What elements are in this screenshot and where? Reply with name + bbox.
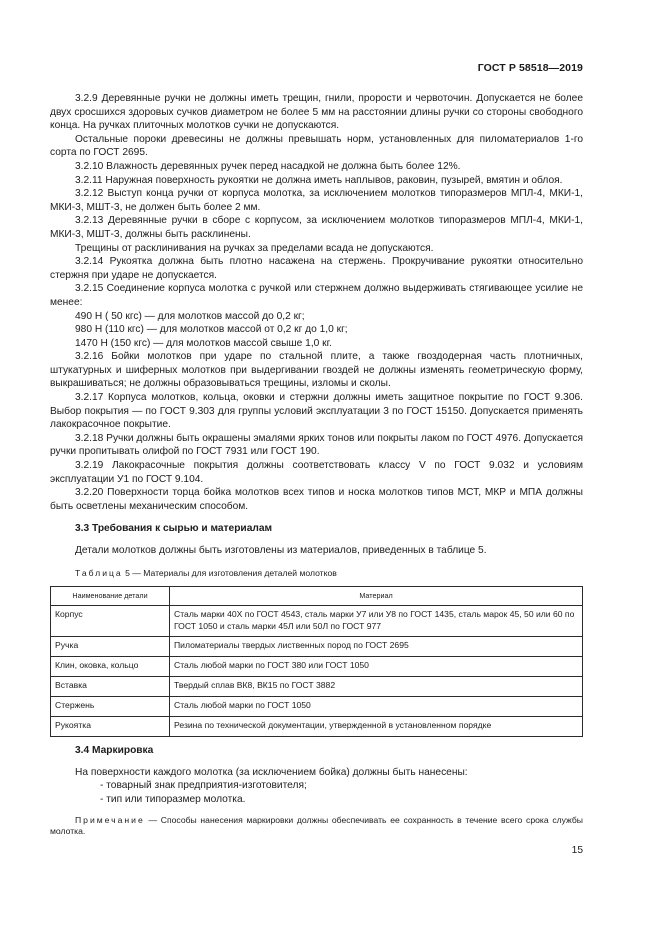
paragraph-3-2-10: 3.2.10 Влажность деревянных ручек перед насадкой не должна быть более 12%. [75, 160, 461, 172]
table-cell-material: Сталь марки 40Х по ГОСТ 4543, сталь марки У7 или У8 по ГОСТ 1435, сталь марок 45, 50 или 60 по ГОСТ 1050 и сталь марки 45Л или 50Л по ГОСТ 977 [170, 606, 583, 637]
paragraph-3-2-20: 3.2.20 Поверхности торца бойка молотков всех типов и носка молотков типов МСТ, МКР и МПА должны быть осветлены механическим способом. [50, 487, 583, 512]
section-3-3-intro: Детали молотков должны быть изготовлены из материалов, приведенных в таблице 5. [75, 545, 487, 556]
paragraph-3-2-18: 3.2.18 Ручки должны быть окрашены эмалями ярких тонов или покрыты лаком по ГОСТ 4976. Допускается ручки пропитывать олифой по ГОСТ 7931 или ГОСТ 190. [50, 432, 583, 458]
document-id: ГОСТ Р 58518—2019 [477, 62, 583, 74]
marking-list-item: - товарный знак предприятия-изготовителя; [100, 780, 307, 792]
document-body [50, 92, 583, 838]
note [50, 815, 583, 838]
paragraph-wood-defects: Остальные пороки древесины не должны превышать норм, установленных для пиломатериалов 1-го сорта по ГОСТ 2695. [50, 133, 583, 159]
force-item: 490 Н ( 50 кгс) — для молотков массой до 0,2 кг; [75, 310, 305, 322]
table-row [51, 606, 583, 637]
table-cell-material: Пиломатериалы твердых лиственных пород по ГОСТ 2695 [170, 637, 583, 657]
materials-table [50, 586, 583, 737]
table-row [51, 717, 583, 737]
marking-list-item: - тип или типоразмер молотка. [100, 793, 246, 805]
page-number: 15 [571, 845, 583, 856]
table-row [51, 697, 583, 717]
paragraph-3-2-13: 3.2.13 Деревянные ручки в сборе с корпусом, за исключением молотков типоразмеров МПЛ-4, МКИ-1, МКИ-3, МШТ-3, должны быть расклинены. [50, 215, 583, 240]
table-caption-text: 5 — Материалы для изготовления деталей молотков [122, 567, 337, 578]
paragraph-3-2-9: 3.2.9 Деревянные ручки не должны иметь трещин, гнили, прорости и червоточин. Допускается не более двух сросшихся здоровых сучков диаметром не более 5 мм на расстоянии длины ручки со стороны свободного конца. На ручках плиточных молотков сучки не допускаются. [50, 93, 583, 132]
table-cell-material: Твердый сплав ВК8, ВК15 по ГОСТ 3882 [170, 677, 583, 697]
table-caption [50, 567, 583, 581]
section-heading-3-4: 3.4 Маркировка [75, 745, 154, 757]
paragraph-3-2-17: 3.2.17 Корпуса молотков, кольца, оковки и стержни должны иметь защитное покрытие по ГОСТ 9.306. Выбор покрытия — по ГОСТ 9.303 для группы условий эксплуатации 3 по ГОСТ 15150. Допускается применять лакокрасочное покрытие. [50, 392, 583, 431]
column-header-material: Материал [170, 587, 583, 606]
note-text: — Способы нанесения маркировки должны обеспечивать ее сохранность в течение всего срока службы молотка. [50, 814, 583, 837]
table-cell-part: Стержень [51, 697, 170, 717]
column-header-part: Наименование детали [51, 587, 170, 606]
table-cell-material: Резина по технической документации, утвержденной в установленном порядке [170, 717, 583, 737]
table-cell-material: Сталь любой марки по ГОСТ 380 или ГОСТ 1050 [170, 657, 583, 677]
paragraph-3-2-11: 3.2.11 Наружная поверхность рукоятки не должна иметь наплывов, раковин, пузырей, вмятин и облоя. [75, 174, 563, 186]
section-3-4-intro: На поверхности каждого молотка (за исключением бойка) должны быть нанесены: [75, 766, 468, 778]
section-heading-3-3: 3.3 Требования к сырью и материалам [75, 523, 273, 535]
table-cell-part: Рукоятка [51, 717, 170, 737]
table-row [51, 677, 583, 697]
paragraph-3-2-14: 3.2.14 Рукоятка должна быть плотно насажена на стержень. Прокручивание рукоятки относительно стержня при ударе не допускается. [50, 256, 583, 281]
table-cell-part: Ручка [51, 637, 170, 657]
table-cell-part: Вставка [51, 677, 170, 697]
table-caption-word: Таблица [75, 567, 123, 578]
table-cell-part: Клин, оковка, кольцо [51, 657, 170, 677]
table-cell-part: Корпус [51, 606, 170, 637]
paragraph-3-2-15: 3.2.15 Соединение корпуса молотка с ручкой или стержнем должно выдерживать стягивающее усилие не менее: [50, 283, 583, 308]
table-row [51, 637, 583, 657]
table-cell-material: Сталь любой марки по ГОСТ 1050 [170, 697, 583, 717]
paragraph-3-2-16: 3.2.16 Бойки молотков при ударе по стальной плите, а также гвоздодерная часть плотничных, штукатурных и шиферных молотков при выдергивании гвоздей не должны изменять геометрическую форму, выкрашиваться; не должны образовываться трещины, изломы и сколы. [50, 351, 583, 390]
note-word: Примечание [75, 814, 145, 825]
force-item: 980 Н (110 кгс) — для молотков массой от 0,2 кг до 1,0 кг; [75, 324, 348, 336]
table-row [51, 657, 583, 677]
force-item: 1470 Н (150 кгс) — для молотков массой свыше 1,0 кг. [75, 337, 332, 349]
paragraph-3-2-19: 3.2.19 Лакокрасочные покрытия должны соответствовать классу V по ГОСТ 9.032 и условиям эксплуатации У1 по ГОСТ 9.104. [50, 460, 583, 485]
paragraph-wedge-cracks: Трещины от расклинивания на ручках за пределами всада не допускаются. [75, 242, 434, 254]
paragraph-3-2-12: 3.2.12 Выступ конца ручки от корпуса молотка, за исключением молотков типоразмеров МПЛ-4, МКИ-1, МКИ-3, МШТ-3, не должен быть более 2 мм. [50, 188, 583, 213]
